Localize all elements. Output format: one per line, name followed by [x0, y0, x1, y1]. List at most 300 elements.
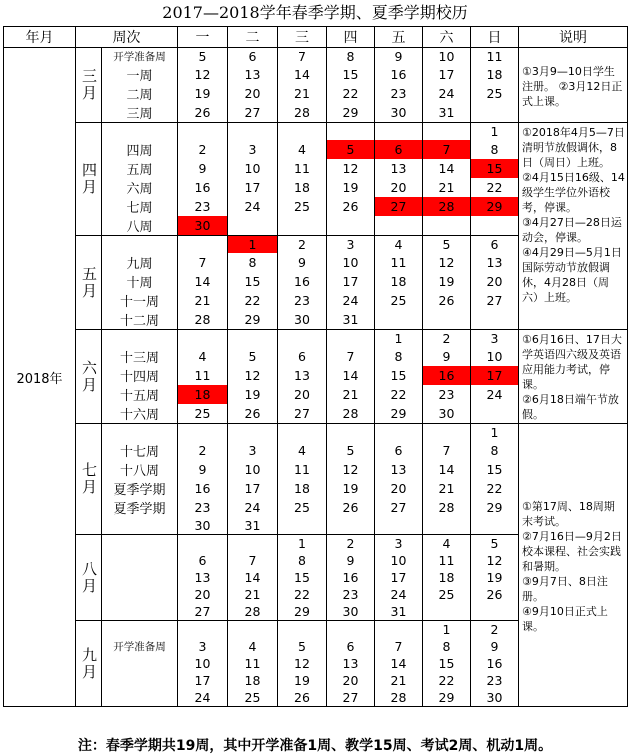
day-cell: 28 — [423, 498, 471, 517]
day-cell: 11 — [471, 48, 519, 66]
day-cell: 5 — [228, 347, 278, 366]
day-cell: 9 — [178, 159, 228, 178]
week-label: 十周 — [102, 272, 178, 291]
day-cell: 18 — [278, 178, 327, 197]
day-cell: 29 — [423, 689, 471, 707]
day-cell: 7 — [278, 48, 327, 66]
week-label — [102, 330, 178, 348]
week-label: 十三周 — [102, 347, 178, 366]
day-cell: 1 — [278, 535, 327, 553]
week-label: 二周 — [102, 84, 178, 103]
day-cell: 16 — [471, 655, 519, 672]
week-label — [102, 655, 178, 672]
day-cell: 6 — [278, 347, 327, 366]
day-cell: 30 — [375, 103, 423, 123]
month-cell — [76, 123, 102, 236]
day-cell: 26 — [327, 197, 375, 216]
day-cell: 15 — [375, 366, 423, 385]
day-cell: 15 — [423, 655, 471, 672]
day-cell: 3 — [178, 638, 228, 655]
day-cell: 14 — [327, 366, 375, 385]
day-cell: 1 — [471, 424, 519, 442]
day-cell: 8 — [375, 347, 423, 366]
day-cell: 13 — [228, 65, 278, 84]
day-cell: 20 — [178, 586, 228, 603]
day-cell: 5 — [471, 535, 519, 553]
day-cell — [375, 310, 423, 330]
notes-cell — [519, 330, 628, 424]
month-label: 四月 — [80, 162, 98, 196]
day-cell: 2 — [178, 441, 228, 460]
day-cell: 3 — [471, 330, 519, 348]
week-label — [102, 535, 178, 553]
day-cell: 9 — [178, 460, 228, 479]
day-cell — [278, 517, 327, 535]
day-cell: 30 — [178, 517, 228, 535]
note-line: ③4月27日—28日运动会，停课。 — [522, 216, 622, 244]
day-cell: 23 — [178, 197, 228, 216]
day-cell — [423, 216, 471, 236]
week-label: 五周 — [102, 159, 178, 178]
day-cell: 17 — [178, 672, 228, 689]
day-cell: 14 — [278, 65, 327, 84]
day-cell — [178, 535, 228, 553]
week-label: 十二周 — [102, 310, 178, 330]
day-cell: 26 — [178, 103, 228, 123]
day-cell: 16 — [375, 65, 423, 84]
day-cell: 5 — [278, 638, 327, 655]
day-cell: 3 — [228, 441, 278, 460]
day-cell: 2 — [178, 140, 228, 159]
day-cell: 17 — [327, 272, 375, 291]
day-cell: 12 — [471, 552, 519, 569]
week-label: 六周 — [102, 178, 178, 197]
day-cell — [375, 621, 423, 639]
day-cell: 13 — [471, 253, 519, 272]
header-day: 四 — [327, 27, 375, 48]
day-cell — [178, 236, 228, 254]
day-cell: 3 — [228, 140, 278, 159]
day-cell: 13 — [375, 159, 423, 178]
day-cell: 5 — [423, 236, 471, 254]
day-cell: 20 — [375, 479, 423, 498]
day-cell: 24 — [471, 385, 519, 404]
day-cell: 29 — [228, 310, 278, 330]
day-cell: 16 — [327, 569, 375, 586]
day-cell: 27 — [375, 498, 423, 517]
day-cell — [423, 603, 471, 621]
day-cell: 7 — [178, 253, 228, 272]
header-row — [4, 27, 628, 48]
day-cell: 31 — [423, 103, 471, 123]
day-cell: 18 — [423, 569, 471, 586]
day-cell: 19 — [178, 84, 228, 103]
day-cell: 12 — [327, 159, 375, 178]
day-cell: 24 — [327, 291, 375, 310]
day-cell — [327, 330, 375, 348]
month-label: 八月 — [80, 560, 98, 595]
day-cell: 25 — [228, 689, 278, 707]
month-label: 九月 — [80, 646, 98, 681]
day-cell: 26 — [471, 586, 519, 603]
week-label: 十六周 — [102, 404, 178, 424]
day-cell: 4 — [178, 347, 228, 366]
header-notes: 说明 — [519, 27, 628, 48]
holiday-day-cell: 5 — [327, 140, 375, 159]
week-row — [4, 424, 628, 442]
day-cell: 13 — [178, 569, 228, 586]
week-label — [102, 603, 178, 621]
day-cell: 19 — [471, 569, 519, 586]
notes-cell — [519, 123, 628, 330]
day-cell: 15 — [278, 569, 327, 586]
header-day: 一 — [178, 27, 228, 48]
note-line: ①第17周、18周期末考试。 — [522, 499, 615, 528]
day-cell: 27 — [178, 603, 228, 621]
day-cell: 11 — [423, 552, 471, 569]
day-cell: 11 — [178, 366, 228, 385]
day-cell: 21 — [278, 84, 327, 103]
day-cell: 5 — [327, 441, 375, 460]
day-cell: 10 — [178, 655, 228, 672]
note-line: ④4月29日—5月1日国际劳动节放假调休，4月28日（周六）上班。 — [522, 246, 622, 304]
day-cell: 24 — [228, 197, 278, 216]
note-line: ②6月18日端午节放假。 — [522, 393, 619, 421]
week-row — [4, 123, 628, 141]
day-cell: 20 — [327, 672, 375, 689]
day-cell: 18 — [228, 672, 278, 689]
day-cell — [471, 404, 519, 424]
week-label — [102, 672, 178, 689]
holiday-day-cell: 18 — [178, 385, 228, 404]
day-cell: 3 — [327, 236, 375, 254]
day-cell: 5 — [178, 48, 228, 66]
day-cell — [423, 517, 471, 535]
day-cell: 21 — [228, 586, 278, 603]
day-cell — [471, 603, 519, 621]
day-cell: 20 — [375, 178, 423, 197]
day-cell: 6 — [375, 441, 423, 460]
day-cell — [327, 517, 375, 535]
day-cell: 23 — [375, 84, 423, 103]
week-label: 夏季学期 — [102, 498, 178, 517]
day-cell: 6 — [178, 552, 228, 569]
day-cell: 20 — [228, 84, 278, 103]
note-line: ④9月10日正式上课。 — [522, 604, 608, 633]
week-label — [102, 123, 178, 141]
day-cell: 22 — [375, 385, 423, 404]
note-line: ②4月15日16级、14级学生学位外语校考，停课。 — [522, 171, 625, 214]
month-cell — [76, 330, 102, 424]
day-cell: 28 — [228, 603, 278, 621]
day-cell: 22 — [228, 291, 278, 310]
holiday-day-cell: 29 — [471, 197, 519, 216]
day-cell: 14 — [423, 159, 471, 178]
day-cell — [228, 123, 278, 141]
week-label: 夏季学期 — [102, 479, 178, 498]
day-cell: 23 — [471, 672, 519, 689]
day-cell: 10 — [471, 347, 519, 366]
day-cell: 15 — [327, 65, 375, 84]
holiday-day-cell: 1 — [228, 236, 278, 254]
day-cell: 13 — [375, 460, 423, 479]
day-cell: 21 — [375, 672, 423, 689]
day-cell: 28 — [178, 310, 228, 330]
day-cell: 12 — [178, 65, 228, 84]
day-cell: 8 — [423, 638, 471, 655]
day-cell: 15 — [471, 460, 519, 479]
day-cell: 10 — [228, 460, 278, 479]
day-cell: 29 — [327, 103, 375, 123]
day-cell: 31 — [375, 603, 423, 621]
day-cell — [375, 517, 423, 535]
day-cell: 2 — [278, 236, 327, 254]
day-cell: 1 — [471, 123, 519, 141]
header-day: 三 — [278, 27, 327, 48]
day-cell: 17 — [375, 569, 423, 586]
week-label: 四周 — [102, 140, 178, 159]
header-day: 日 — [471, 27, 519, 48]
day-cell: 1 — [375, 330, 423, 348]
day-cell: 6 — [228, 48, 278, 66]
day-cell: 14 — [375, 655, 423, 672]
week-label — [102, 621, 178, 639]
month-cell — [76, 621, 102, 707]
day-cell: 25 — [178, 404, 228, 424]
day-cell: 9 — [327, 552, 375, 569]
day-cell: 30 — [423, 404, 471, 424]
day-cell: 8 — [278, 552, 327, 569]
day-cell: 7 — [375, 638, 423, 655]
day-cell: 12 — [423, 253, 471, 272]
holiday-day-cell: 17 — [471, 366, 519, 385]
day-cell: 16 — [178, 479, 228, 498]
day-cell: 25 — [471, 84, 519, 103]
month-label: 三月 — [80, 68, 98, 102]
day-cell: 25 — [423, 586, 471, 603]
week-label: 十四周 — [102, 366, 178, 385]
day-cell — [327, 621, 375, 639]
day-cell: 24 — [423, 84, 471, 103]
day-cell — [178, 330, 228, 348]
day-cell: 9 — [471, 638, 519, 655]
holiday-day-cell: 16 — [423, 366, 471, 385]
day-cell: 10 — [228, 159, 278, 178]
day-cell: 10 — [423, 48, 471, 66]
header-year-month: 年月 — [4, 27, 76, 48]
day-cell: 14 — [423, 460, 471, 479]
week-row — [4, 330, 628, 348]
day-cell: 10 — [327, 253, 375, 272]
day-cell: 7 — [423, 441, 471, 460]
day-cell: 10 — [375, 552, 423, 569]
week-label — [102, 424, 178, 442]
day-cell — [178, 424, 228, 442]
day-cell: 18 — [471, 65, 519, 84]
note-line: ①2018年4月5—7日清明节放假调休，8日（周日）上班。 — [522, 126, 625, 169]
day-cell: 12 — [228, 366, 278, 385]
day-cell: 2 — [423, 330, 471, 348]
week-label: 八周 — [102, 216, 178, 236]
day-cell: 26 — [423, 291, 471, 310]
day-cell: 7 — [228, 552, 278, 569]
day-cell: 18 — [375, 272, 423, 291]
day-cell: 24 — [178, 689, 228, 707]
day-cell: 27 — [278, 404, 327, 424]
day-cell — [471, 103, 519, 123]
day-cell: 12 — [278, 655, 327, 672]
day-cell: 30 — [278, 310, 327, 330]
day-cell: 8 — [471, 441, 519, 460]
day-cell: 9 — [375, 48, 423, 66]
header-week: 周次 — [76, 27, 178, 48]
week-label — [102, 689, 178, 707]
holiday-day-cell: 30 — [178, 216, 228, 236]
day-cell — [423, 310, 471, 330]
day-cell: 14 — [178, 272, 228, 291]
month-label: 七月 — [80, 462, 98, 496]
week-label: 十一周 — [102, 291, 178, 310]
day-cell: 24 — [375, 586, 423, 603]
day-cell: 28 — [327, 404, 375, 424]
day-cell — [278, 123, 327, 141]
calendar-title: 2017—2018学年春季学期、夏季学期校历 — [162, 3, 468, 22]
year-cell: 2018年 — [4, 48, 76, 707]
day-cell: 18 — [278, 479, 327, 498]
week-label — [102, 517, 178, 535]
day-cell: 9 — [423, 347, 471, 366]
day-cell — [178, 621, 228, 639]
day-cell — [228, 621, 278, 639]
day-cell: 22 — [327, 84, 375, 103]
day-cell: 19 — [327, 479, 375, 498]
month-cell — [76, 535, 102, 621]
month-cell — [76, 424, 102, 535]
week-label — [102, 569, 178, 586]
month-cell — [76, 48, 102, 123]
day-cell: 31 — [228, 517, 278, 535]
header-day: 五 — [375, 27, 423, 48]
day-cell: 4 — [375, 236, 423, 254]
day-cell: 17 — [228, 479, 278, 498]
note-line: ②7月16日—9月2日校本课程、社会实践和暑期。 — [522, 529, 622, 573]
day-cell: 22 — [278, 586, 327, 603]
day-cell: 16 — [278, 272, 327, 291]
day-cell: 1 — [423, 621, 471, 639]
day-cell: 2 — [327, 535, 375, 553]
month-label: 六月 — [80, 359, 98, 394]
day-cell: 21 — [178, 291, 228, 310]
day-cell — [278, 424, 327, 442]
day-cell: 22 — [471, 479, 519, 498]
day-cell: 4 — [278, 140, 327, 159]
day-cell: 7 — [327, 347, 375, 366]
day-cell: 19 — [278, 672, 327, 689]
day-cell — [327, 123, 375, 141]
day-cell: 27 — [327, 689, 375, 707]
holiday-day-cell: 15 — [471, 159, 519, 178]
day-cell: 3 — [375, 535, 423, 553]
day-cell — [375, 424, 423, 442]
day-cell: 29 — [278, 603, 327, 621]
day-cell: 17 — [228, 178, 278, 197]
day-cell: 11 — [375, 253, 423, 272]
day-cell — [471, 216, 519, 236]
day-cell: 9 — [278, 253, 327, 272]
day-cell: 8 — [327, 48, 375, 66]
day-cell: 4 — [423, 535, 471, 553]
calendar-footer-note: 注：春季学期共19周，其中开学准备1周、教学15周、考试2周、机动1周。 — [77, 738, 553, 754]
day-cell: 22 — [423, 672, 471, 689]
day-cell: 11 — [278, 460, 327, 479]
week-label: 开学准备周 — [102, 48, 178, 66]
day-cell: 4 — [228, 638, 278, 655]
header-day: 二 — [228, 27, 278, 48]
holiday-day-cell: 28 — [423, 197, 471, 216]
day-cell — [228, 216, 278, 236]
day-cell — [375, 216, 423, 236]
day-cell: 13 — [327, 655, 375, 672]
day-cell: 12 — [327, 460, 375, 479]
day-cell: 23 — [423, 385, 471, 404]
week-label: 七周 — [102, 197, 178, 216]
note-line: ③9月7日、8日注册。 — [522, 574, 608, 603]
week-label — [102, 236, 178, 254]
day-cell: 13 — [278, 366, 327, 385]
day-cell: 22 — [471, 178, 519, 197]
day-cell — [423, 123, 471, 141]
day-cell: 19 — [228, 385, 278, 404]
day-cell: 31 — [327, 310, 375, 330]
day-cell — [228, 535, 278, 553]
day-cell: 21 — [423, 178, 471, 197]
day-cell: 17 — [423, 65, 471, 84]
day-cell: 29 — [375, 404, 423, 424]
day-cell — [375, 123, 423, 141]
day-cell: 2 — [471, 621, 519, 639]
day-cell: 30 — [471, 689, 519, 707]
day-cell — [228, 424, 278, 442]
day-cell: 23 — [327, 586, 375, 603]
day-cell: 6 — [327, 638, 375, 655]
header-day: 六 — [423, 27, 471, 48]
day-cell — [228, 330, 278, 348]
day-cell: 23 — [278, 291, 327, 310]
note-line: ①6月16日、17日大学英语四六级及英语应用能力考试，停课。 — [522, 333, 622, 391]
day-cell: 28 — [375, 689, 423, 707]
week-label: 十五周 — [102, 385, 178, 404]
day-cell: 24 — [228, 498, 278, 517]
day-cell: 29 — [471, 498, 519, 517]
day-cell: 28 — [278, 103, 327, 123]
week-label — [102, 552, 178, 569]
day-cell — [278, 330, 327, 348]
day-cell: 20 — [471, 272, 519, 291]
week-label: 一周 — [102, 65, 178, 84]
school-calendar-table — [3, 26, 628, 707]
day-cell: 27 — [471, 291, 519, 310]
month-cell — [76, 236, 102, 330]
week-label — [102, 586, 178, 603]
day-cell: 30 — [327, 603, 375, 621]
day-cell: 25 — [375, 291, 423, 310]
note-line: ①3月9—10日学生注册。 ②3月12日正式上课。 — [522, 64, 623, 108]
month-label: 五月 — [80, 265, 98, 300]
day-cell — [178, 123, 228, 141]
day-cell: 21 — [423, 479, 471, 498]
day-cell: 19 — [327, 178, 375, 197]
holiday-day-cell: 7 — [423, 140, 471, 159]
